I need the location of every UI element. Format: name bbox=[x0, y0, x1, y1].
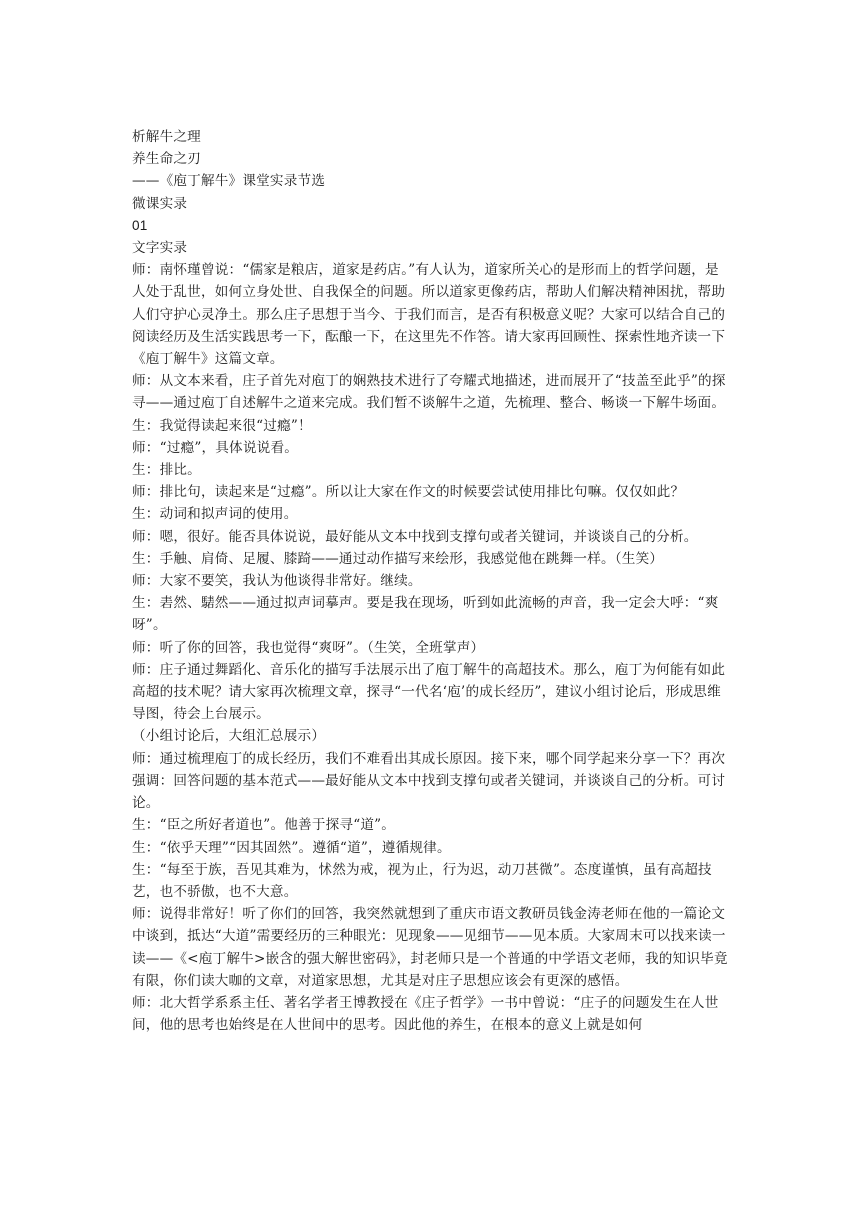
title-line-1: 析解牛之理 bbox=[132, 129, 201, 145]
paragraph-1: 师：南怀瑾曾说：“儒家是粮店，道家是药店。”有人认为，道家所关心的是形而上的哲学问题，是人处于乱世，如何立身处世、自我保全的问题。所以道家更像药店，帮助人们解决精神困扰，帮助人们守护心灵净土。那么庄子思想于当今、于我们而言，是否有积极意义呢？大家可以结合自己的阅读经历及生活实践思考一下，酝酿一下，在这里先不作答。请大家再回顾性、探索性地齐读一下《庖丁解牛》这篇文章。 bbox=[132, 262, 726, 368]
paragraph-8: 师：嗯，很好。能否具体说说，最好能从文本中找到支撑句或者关键词，并谈谈自己的分析。 bbox=[132, 528, 698, 545]
paragraph-11: 生：砉然、騞然——通过拟声词摹声。要是我在现场，听到如此流畅的声音，我一定会大呼：“爽呀”。 bbox=[132, 595, 719, 634]
paragraph-17: 生：“依乎天理”“因其固然”。遵循“道”，遵循规律。 bbox=[132, 839, 451, 856]
paragraph-10: 师：大家不要笑，我认为他谈得非常好。继续。 bbox=[132, 573, 422, 590]
paragraph-15: 师：通过梳理庖丁的成长经历，我们不难看出其成长原因。接下来，哪个同学起来分享一下？再次强调：回答问题的基本范式——最好能从文本中找到支撑句或者关键词，并谈谈自己的分析。可讨论。 bbox=[132, 750, 726, 812]
paragraph-7: 生：动词和拟声词的使用。 bbox=[132, 506, 298, 523]
subtitle: ——《庖丁解牛》课堂实录节选 bbox=[132, 173, 326, 190]
paragraph-2: 师：从文本来看，庄子首先对庖丁的娴熟技术进行了夸耀式地描述，进而展开了“技盖至此乎”的探寻——通过庖丁自述解牛之道来完成。我们暂不谈解牛之道，先梳理、整合、畅谈一下解牛场面。 bbox=[132, 373, 726, 412]
paragraph-16: 生：“臣之所好者道也”。他善于探寻“道”。 bbox=[132, 817, 396, 834]
paragraph-19: 师：说得非常好！听了你们的回答，我突然就想到了重庆市语文教研员钱金涛老师在他的一篇论文中谈到，抵达“大道”需要经历的三种眼光：见现象——见细节——见本质。大家周末可以找来读一读——《<庖丁解牛>嵌含的强大解世密码》，封老师只是一个普通的中学语文老师，我的知识毕竟有限，你们读大咖的文章，对道家思想，尤其是对庄子思想应该会有更深的感悟。 bbox=[132, 906, 728, 989]
paragraph-3: 生：我觉得读起来很“过瘾”！ bbox=[132, 417, 312, 434]
section-name: 文字实录 bbox=[132, 240, 188, 257]
paragraph-6: 师：排比句，读起来是“过瘾”。所以让大家在作文的时候要尝试使用排比句嘛。仅仅如此？ bbox=[132, 484, 685, 501]
paragraph-13: 师：庄子通过舞蹈化、音乐化的描写手法展示出了庖丁解牛的高超技术。那么，庖丁为何能有如此高超的技术呢？请大家再次梳理文章，探寻“一代名‘庖’的成长经历”，建议小组讨论后，形成思维导图，待会上台展示。 bbox=[132, 661, 726, 723]
paragraph-4: 师：“过瘾”，具体说说看。 bbox=[132, 439, 299, 456]
paragraph-5: 生：排比。 bbox=[132, 462, 201, 479]
paragraph-18: 生：“每至于族，吾见其难为，怵然为戒，视为止，行为迟，动刀甚微”。态度谨慎，虽有高超技艺，也不骄傲，也不大意。 bbox=[132, 861, 712, 900]
paragraph-14: （小组讨论后，大组汇总展示） bbox=[132, 728, 326, 745]
title-line-2: 养生命之刃 bbox=[132, 151, 201, 168]
section-number: 01 bbox=[132, 217, 148, 233]
section-label: 微课实录 bbox=[132, 195, 188, 212]
document-body bbox=[132, 126, 732, 1036]
paragraph-9: 生：手触、肩倚、足履、膝踦——通过动作描写来绘形，我感觉他在跳舞一样。（生笑） bbox=[132, 550, 664, 567]
paragraph-20: 师：北大哲学系系主任、著名学者王博教授在《庄子哲学》一书中曾说：“庄子的问题发生在人世间，他的思考也始终是在人世间中的思考。因此他的养生，在根本的意义上就是如何 bbox=[132, 994, 719, 1034]
paragraph-12: 师：听了你的回答，我也觉得“爽呀”。（生笑，全班掌声） bbox=[132, 639, 485, 656]
